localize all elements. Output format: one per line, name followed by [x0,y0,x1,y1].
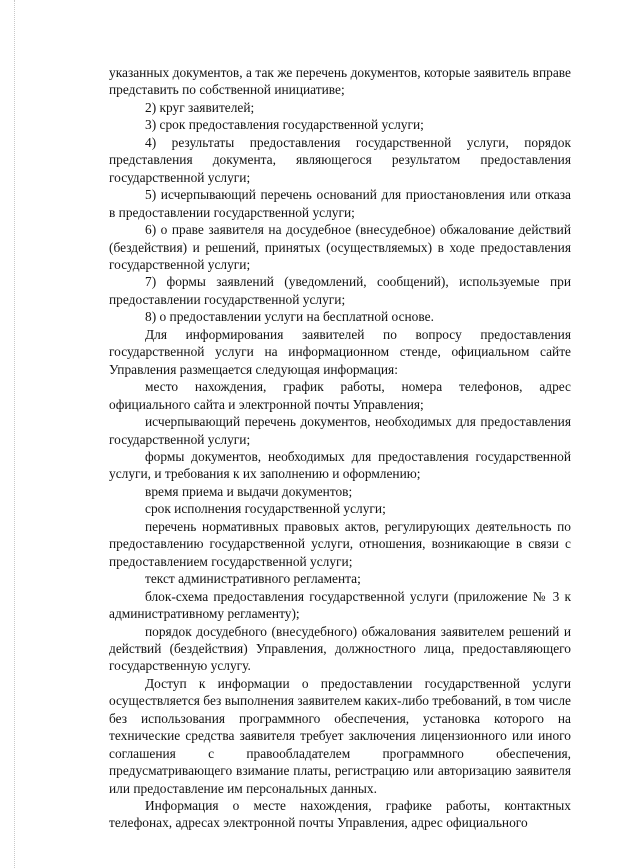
paragraph: указанных документов, а так же перечень документов, которые заявитель вправе представить по собственной инициативе; [109,65,571,98]
paragraph: Информация о месте нахождения, графике работы, контактных телефонах, адресах электронной почты Управления, адрес официального [109,798,571,831]
paragraph: 2) круг заявителей; [145,99,255,115]
paragraph: 8) о предоставлении услуги на бесплатной основе. [145,309,434,325]
paragraph: срок исполнения государственной услуги; [145,501,386,517]
paragraph: исчерпывающий перечень документов, необходимых для предоставления государственной услуги; [109,414,571,447]
paragraph: порядок досудебного (внесудебного) обжалования заявителем решений и действий (бездействия) Управления, должностного лица, предоставляющего государственную услугу. [109,623,571,674]
paragraph: 3) срок предоставления государственной услуги; [145,117,424,133]
paragraph: 7) формы заявлений (уведомлений, сообщений), используемые при предоставлении государственной услуги; [109,274,571,307]
paragraph: перечень нормативных правовых актов, регулирующих деятельность по предоставлению государственной услуги, отношения, возникающие в связи с предоставлением государственной услуги; [109,518,571,569]
paragraph: текст административного регламента; [145,571,361,587]
paragraph: 6) о праве заявителя на досудебное (внесудебное) обжалование действий (бездействия) и решений, принятых (осуществляемых) в ходе предоставления государственной услуги; [109,222,571,272]
paragraph: формы документов, необходимых для предоставления государственной услуги, и требования к их заполнению и оформлению; [109,448,571,482]
paragraph: 5) исчерпывающий перечень оснований для приостановления или отказа в предоставлении государственной услуги; [109,187,571,220]
scan-edge-line [14,0,15,868]
paragraph: Доступ к информации о предоставлении государственной услуги осуществляется без выполнения заявителем каких-либо требований, в том числе без использования программного обеспечения, установка которого на технические средства заявителя требует заключения лицензионного или иного соглашения с правообладателем программного обеспечения, предусматривающего взимание платы, регистрацию или авторизацию заявителя или предоставление им персональных данных. [109,675,571,796]
paragraph: блок-схема предоставления государственной услуги (приложение № 3 к административному регламенту); [109,588,571,622]
paragraph: место нахождения, график работы, номера телефонов, адрес официального сайта и электронной почты Управления; [109,379,571,412]
paragraph: 4) результаты предоставления государственной услуги, порядок представления документа, являющегося результатом предоставления государственной услуги; [109,134,571,185]
paragraph: время приема и выдачи документов; [145,483,353,499]
document-page [109,64,571,832]
paragraph: Для информирования заявителей по вопросу предоставления государственной услуги на информационном стенде, официальном сайте Управления размещается следующая информация: [109,326,571,377]
